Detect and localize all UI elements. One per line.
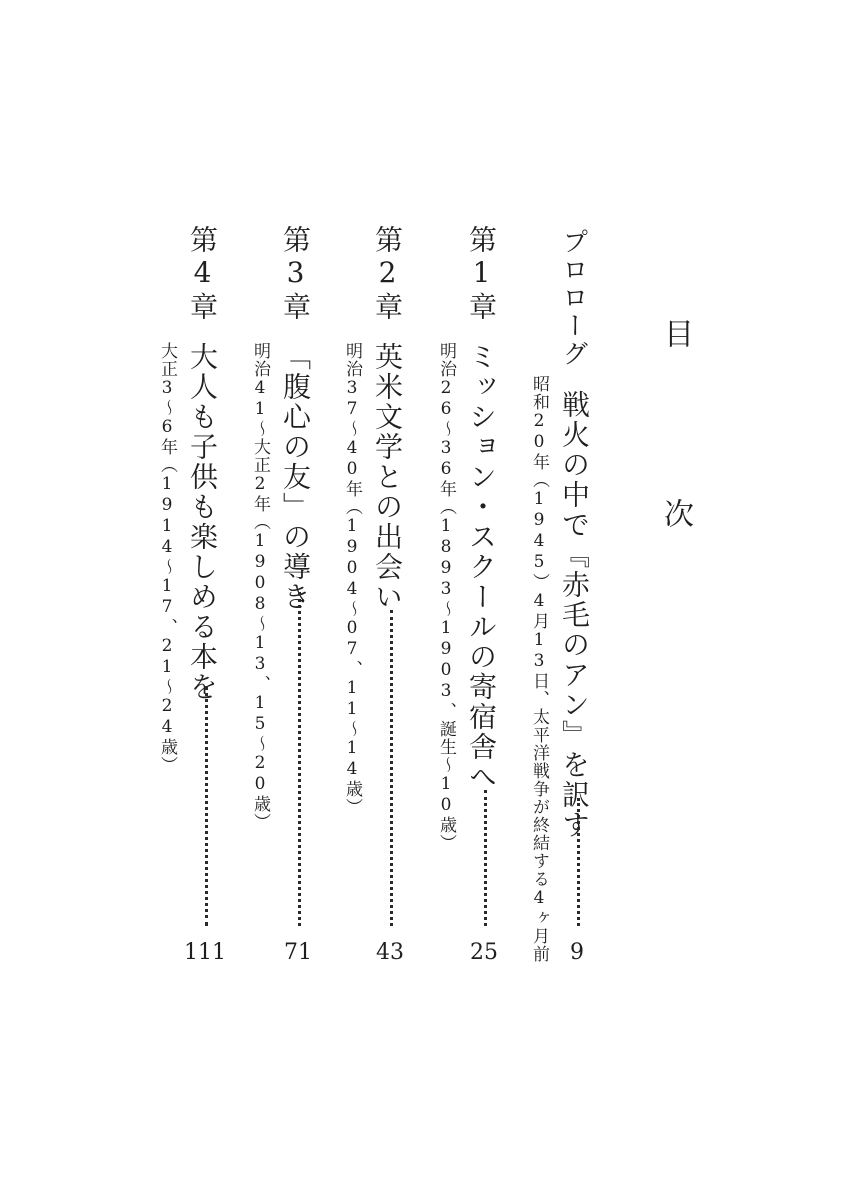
chapter-label: 第4章 xyxy=(186,225,219,323)
leader-dots xyxy=(298,592,305,926)
leader-dots xyxy=(205,686,212,926)
page-number: 71 xyxy=(284,940,312,965)
chapter-title: 大人も子供も楽しめる本を xyxy=(186,342,219,702)
chapter-subtitle: 明治26〜36年（1893〜1903、誕生〜10歳） xyxy=(436,342,456,852)
chapter-subtitle: 大正3〜6年（1914〜17、21〜24歳） xyxy=(157,342,177,774)
chapter-label: 第3章 xyxy=(279,225,312,323)
chapter-subtitle: 明治37〜40年（1904〜07、11〜14歳） xyxy=(342,342,362,816)
chapter-title: 戦火の中で『赤毛のアン』を訳す xyxy=(558,390,591,840)
page-title: 目 次 xyxy=(658,318,693,588)
chapter-title: 「腹心の友」の導き xyxy=(279,342,312,612)
chapter-title: 英米文学との出会い xyxy=(371,342,404,612)
leader-dots xyxy=(390,610,397,926)
page-number: 25 xyxy=(470,940,498,965)
chapter-label: プロローグ xyxy=(558,228,588,368)
page-number: 9 xyxy=(570,940,584,965)
chapter-subtitle: 昭和20年（1945）4月13日、太平洋戦争が終結する4ヶ月前 xyxy=(529,375,549,963)
leader-dots xyxy=(577,798,584,926)
leader-dots xyxy=(484,790,491,926)
chapter-title: ミッション・スクールの寄宿舎へ xyxy=(465,342,498,792)
page-number: 43 xyxy=(376,940,404,965)
page-number: 111 xyxy=(184,940,226,965)
chapter-subtitle: 明治41〜大正2年（1908〜13、15〜20歳） xyxy=(250,342,270,831)
chapter-label: 第2章 xyxy=(371,225,404,323)
chapter-label: 第1章 xyxy=(465,225,498,323)
